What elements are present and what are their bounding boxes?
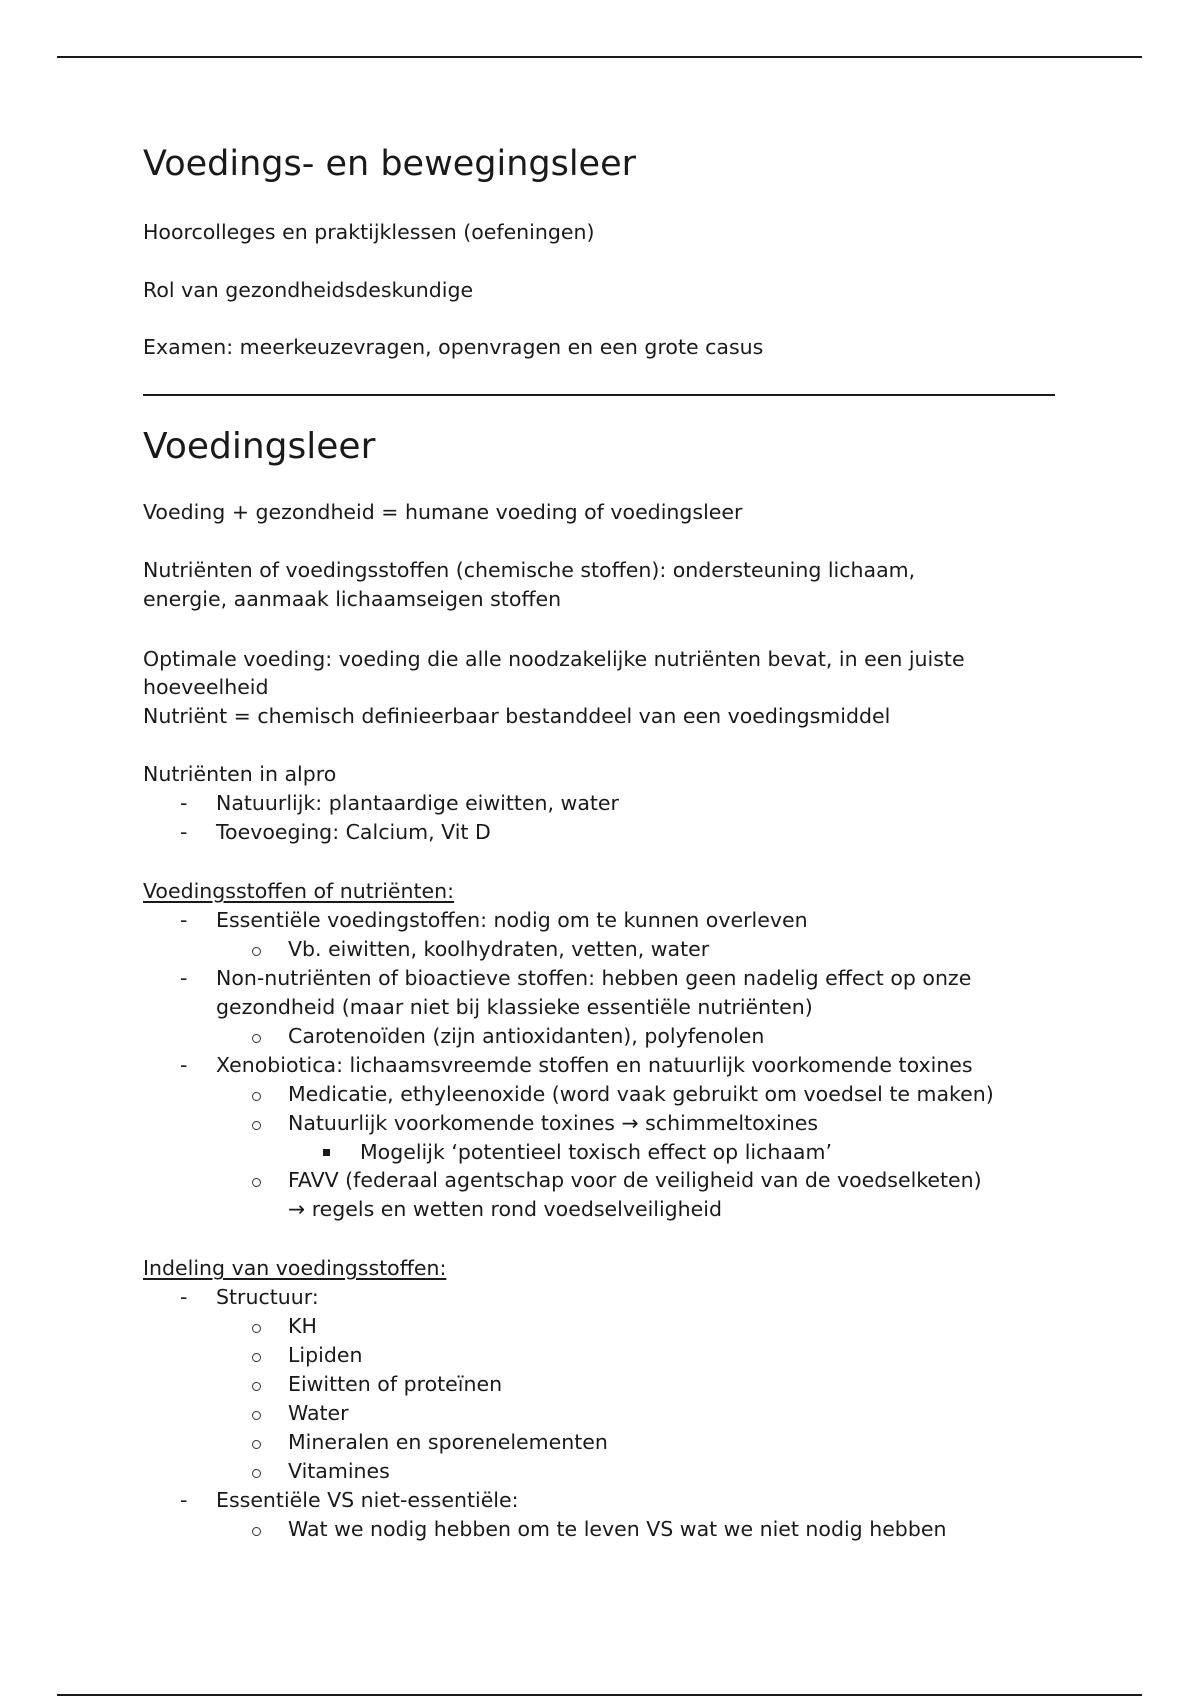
nutrients-heading: Voedingsstoffen of nutriënten: <box>143 879 455 903</box>
sub-list-item: Wat we nodig hebben om te leven VS wat we niet nodig hebben <box>288 1517 947 1541</box>
list-item: Essentiële voedingstoffen: nodig om te kunnen overleven <box>216 908 808 932</box>
circle-bullet <box>252 1324 261 1333</box>
page-bottom-rule <box>57 1694 1142 1696</box>
sub-list-item: Lipiden <box>288 1343 363 1367</box>
circle-bullet <box>252 1178 261 1187</box>
section-divider <box>143 394 1055 396</box>
sub-list-item: Mineralen en sporenelementen <box>288 1430 608 1454</box>
sub-list-item: Natuurlijk voorkomende toxines → schimmeltoxines <box>288 1111 819 1135</box>
circle-bullet <box>252 1440 261 1449</box>
alpro-heading: Nutriënten in alpro <box>143 762 337 786</box>
sub-list-item: Vitamines <box>288 1459 390 1483</box>
sub-list-item: Carotenoïden (zijn antioxidanten), polyfenolen <box>288 1024 765 1048</box>
sub-list-item: KH <box>288 1314 317 1338</box>
paragraph: Voeding + gezondheid = humane voeding of voedingsleer <box>143 500 743 524</box>
list-item: Toevoeging: Calcium, Vit D <box>216 820 491 844</box>
sub-list-item: Water <box>288 1401 349 1425</box>
sub-list-item-continuation: → regels en wetten rond voedselveiligheid <box>288 1197 722 1221</box>
dash-bullet: - <box>180 1053 188 1077</box>
circle-bullet <box>252 1469 261 1478</box>
circle-bullet <box>252 1353 261 1362</box>
circle-bullet <box>252 1527 261 1536</box>
list-item: Xenobiotica: lichaamsvreemde stoffen en natuurlijk voorkomende toxines <box>216 1053 973 1077</box>
paragraph-line: hoeveelheid <box>143 675 269 699</box>
document-title: Voedings- en bewegingsleer <box>143 144 637 184</box>
circle-bullet <box>252 1034 261 1043</box>
paragraph-line: Optimale voeding: voeding die alle noodzakelijke nutriënten bevat, in een juiste <box>143 647 965 671</box>
list-item: Natuurlijk: plantaardige eiwitten, water <box>216 791 619 815</box>
list-item: Essentiële VS niet-essentiële: <box>216 1488 519 1512</box>
section-title: Voedingsleer <box>143 426 376 467</box>
square-bullet <box>323 1149 330 1156</box>
dash-bullet: - <box>180 1285 188 1309</box>
paragraph-line: energie, aanmaak lichaamseigen stoffen <box>143 587 562 611</box>
list-item: Structuur: <box>216 1285 319 1309</box>
circle-bullet <box>252 1121 261 1130</box>
circle-bullet <box>252 947 261 956</box>
sub-list-item: FAVV (federaal agentschap voor de veiligheid van de voedselketen) <box>288 1168 982 1192</box>
sub-list-item: Medicatie, ethyleenoxide (word vaak gebruikt om voedsel te maken) <box>288 1082 994 1106</box>
intro-line: Rol van gezondheidsdeskundige <box>143 278 474 302</box>
circle-bullet <box>252 1092 261 1101</box>
sub-list-item: Vb. eiwitten, koolhydraten, vetten, water <box>288 937 710 961</box>
intro-line: Hoorcolleges en praktijklessen (oefeningen) <box>143 220 595 244</box>
paragraph-line: Nutriënt = chemisch definieerbaar bestanddeel van een voedingsmiddel <box>143 704 891 728</box>
list-item: Non-nutriënten of bioactieve stoffen: hebben geen nadelig effect op onze <box>216 966 972 990</box>
sub-sub-list-item: Mogelijk ‘potentieel toxisch effect op lichaam’ <box>360 1140 832 1164</box>
dash-bullet: - <box>180 791 188 815</box>
dash-bullet: - <box>180 908 188 932</box>
circle-bullet <box>252 1382 261 1391</box>
intro-line: Examen: meerkeuzevragen, openvragen en een grote casus <box>143 335 764 359</box>
list-item-continuation: gezondheid (maar niet bij klassieke essentiële nutriënten) <box>216 995 813 1019</box>
dash-bullet: - <box>180 820 188 844</box>
paragraph-line: Nutriënten of voedingsstoffen (chemische stoffen): ondersteuning lichaam, <box>143 558 916 582</box>
circle-bullet <box>252 1411 261 1420</box>
classification-heading: Indeling van voedingsstoffen: <box>143 1256 447 1280</box>
page-top-rule <box>57 56 1142 58</box>
sub-list-item: Eiwitten of proteïnen <box>288 1372 503 1396</box>
dash-bullet: - <box>180 966 188 990</box>
dash-bullet: - <box>180 1488 188 1512</box>
